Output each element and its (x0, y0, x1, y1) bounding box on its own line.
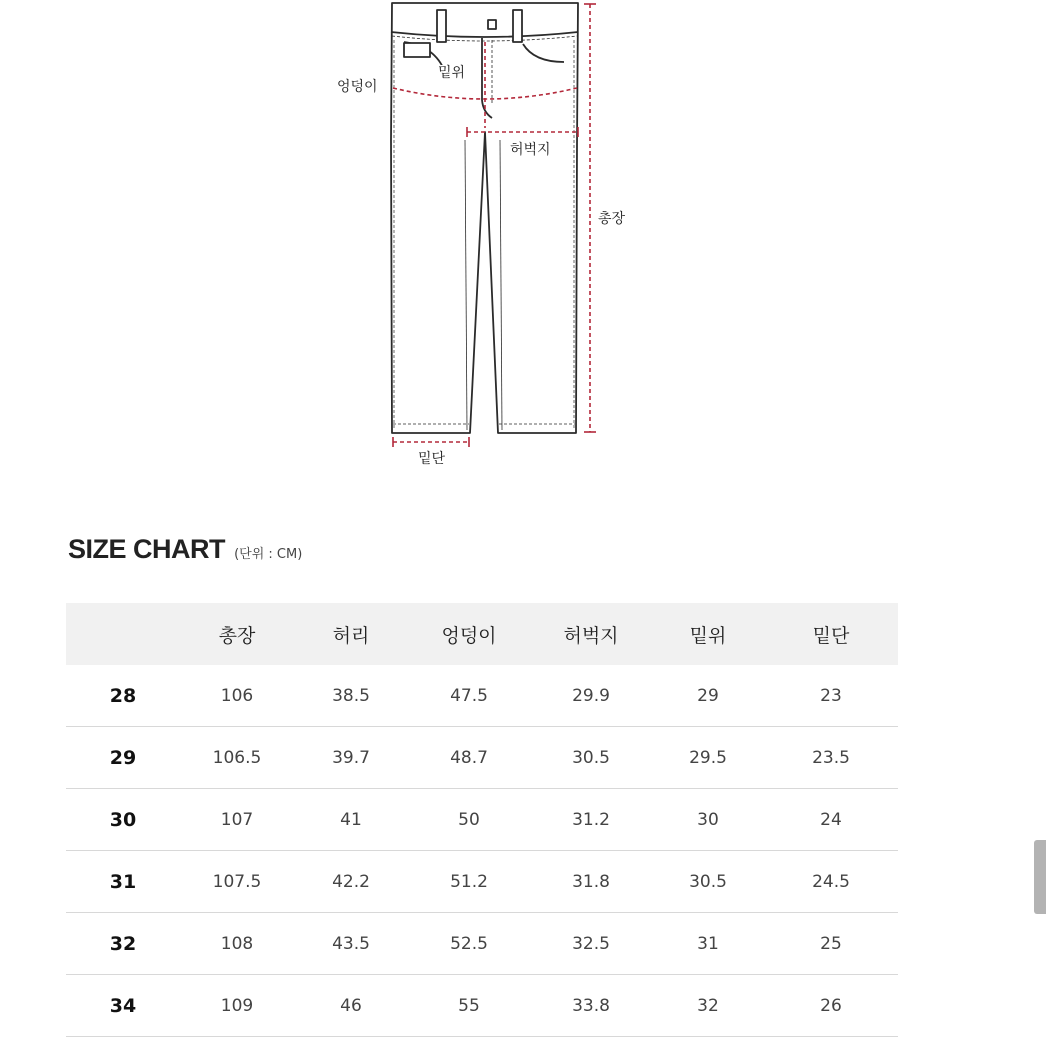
thigh-label: 허벅지 (510, 142, 551, 158)
table-cell: 55 (408, 975, 530, 1037)
table-cell: 106.5 (180, 727, 294, 789)
size-cell: 34 (66, 975, 180, 1037)
table-row (66, 851, 898, 913)
table-cell: 47.5 (408, 665, 530, 727)
table-row (66, 913, 898, 975)
table-cell: 107 (180, 789, 294, 851)
size-cell: 32 (66, 913, 180, 975)
column-header-total-length: 총장 (218, 624, 256, 647)
table-cell: 41 (294, 789, 408, 851)
size-cell: 30 (66, 789, 180, 851)
table-header-row (66, 603, 898, 665)
column-header-hem: 밑단 (812, 624, 850, 647)
table-cell: 50 (408, 789, 530, 851)
length-label: 총장 (598, 211, 626, 227)
table-cell: 31 (652, 913, 764, 975)
pants-measurement-diagram (0, 0, 1046, 500)
table-cell: 39.7 (294, 727, 408, 789)
size-chart-table (66, 603, 898, 1037)
table-cell: 107.5 (180, 851, 294, 913)
table-row (66, 727, 898, 789)
scrollbar-thumb[interactable] (1034, 840, 1046, 914)
table-cell: 42.2 (294, 851, 408, 913)
table-cell: 32.5 (530, 913, 652, 975)
column-header-size (66, 603, 180, 665)
column-header-thigh: 허벅지 (563, 624, 619, 647)
size-cell: 28 (66, 665, 180, 727)
table-cell: 32 (652, 975, 764, 1037)
pants-illustration (391, 3, 578, 433)
table-cell: 23 (764, 665, 898, 727)
table-cell: 30 (652, 789, 764, 851)
table-cell: 29.5 (652, 727, 764, 789)
table-cell: 109 (180, 975, 294, 1037)
table-row (66, 665, 898, 727)
column-header-waist: 허리 (332, 624, 370, 647)
table-cell: 43.5 (294, 913, 408, 975)
size-chart-heading (68, 534, 302, 565)
table-cell: 23.5 (764, 727, 898, 789)
table-cell: 30.5 (652, 851, 764, 913)
table-cell: 106 (180, 665, 294, 727)
table-cell: 46 (294, 975, 408, 1037)
size-cell: 29 (66, 727, 180, 789)
table-cell: 51.2 (408, 851, 530, 913)
table-cell: 29 (652, 665, 764, 727)
table-cell: 108 (180, 913, 294, 975)
hem-label: 밑단 (418, 451, 446, 467)
hip-label: 엉덩이 (337, 79, 378, 95)
table-cell: 25 (764, 913, 898, 975)
table-cell: 48.7 (408, 727, 530, 789)
column-header-rise: 밑위 (689, 624, 727, 647)
table-cell: 31.8 (530, 851, 652, 913)
rise-label: 밑위 (438, 65, 466, 81)
table-cell: 24.5 (764, 851, 898, 913)
table-row (66, 975, 898, 1037)
table-cell: 26 (764, 975, 898, 1037)
table-cell: 31.2 (530, 789, 652, 851)
table-cell: 38.5 (294, 665, 408, 727)
size-cell: 31 (66, 851, 180, 913)
table-cell: 33.8 (530, 975, 652, 1037)
table-cell: 30.5 (530, 727, 652, 789)
column-header-hip: 엉덩이 (441, 624, 497, 647)
size-chart-title: SIZE CHART (68, 534, 225, 564)
size-chart-unit: (단위 : CM) (234, 547, 303, 562)
table-row (66, 789, 898, 851)
table-cell: 29.9 (530, 665, 652, 727)
table-cell: 52.5 (408, 913, 530, 975)
table-cell: 24 (764, 789, 898, 851)
